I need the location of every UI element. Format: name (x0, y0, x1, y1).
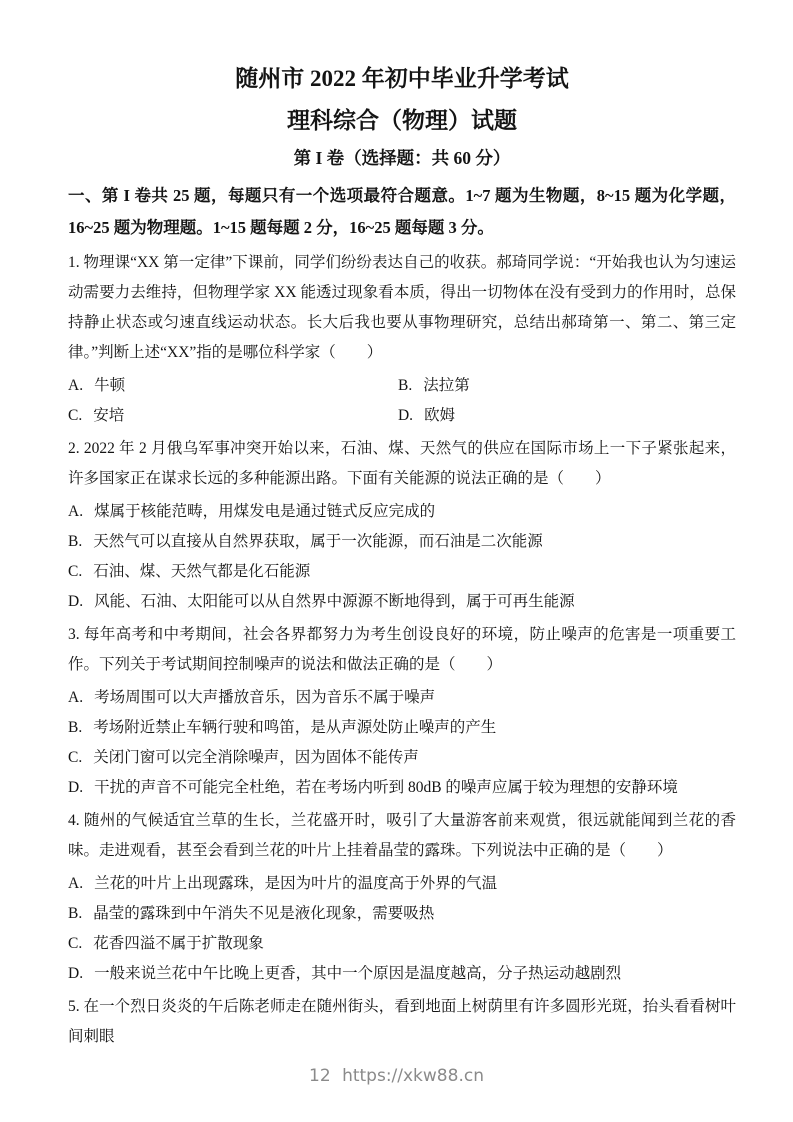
question-5 (68, 992, 736, 1052)
option-label: D. (68, 965, 84, 982)
option-text: 关闭门窗可以完全消除噪声，因为固体不能传声 (93, 749, 419, 766)
option-label: A. (68, 503, 84, 520)
option-label: A. (68, 875, 84, 892)
option-2C (68, 557, 736, 587)
option-label: B. (68, 533, 83, 550)
option-text: 晶莹的露珠到中午消失不见是液化现象，需要吸热 (93, 905, 435, 922)
option-text: 牛顿 (94, 377, 126, 394)
question-2-stem: 2. 2022 年 2 月俄乌军事冲突开始以来，石油、煤、天然气的供应在国际市场上一下子紧张起来，许多国家正在谋求长远的多种能源出路。下面有关能源的说法正确的是（ ） (68, 440, 736, 487)
option-text: 欧姆 (424, 407, 456, 424)
option-4D (68, 959, 736, 989)
option-3B (68, 713, 736, 743)
question-4-options (68, 869, 736, 989)
section-instructions: 一、第 I 卷共 25 题，每题只有一个选项最符合题意。1~7 题为生物题，8~15 题为化学题，16~25 题为物理题。1~15 题每题 2 分，16~25 题每题 3 分。 (68, 186, 736, 237)
option-text: 法拉第 (423, 377, 470, 394)
option-text: 石油、煤、天然气都是化石能源 (93, 563, 311, 580)
exam-title-line2: 理科综合（物理）试题 (287, 108, 517, 133)
option-text: 风能、石油、太阳能可以从自然界中源源不断地得到，属于可再生能源 (94, 593, 575, 610)
question-1-stem: 1. 物理课“XX 第一定律”下课前，同学们纷纷表达自己的收获。郝琦同学说：“开始我也认为匀速运动需要力去维持，但物理学家 XX 能透过现象看本质，得出一切物体在没有受到力的作用时，总保持静止状态或匀速直线运动状态。长大后我也要从事物理研究，总结出郝琦第一、第二、第三定律。”判断上述“XX”指的是哪位科学家（ ） (68, 254, 736, 361)
option-4B (68, 899, 736, 929)
option-1C (68, 401, 398, 431)
option-3A (68, 683, 736, 713)
option-label: D. (397, 407, 414, 424)
option-label: C. (68, 407, 83, 424)
option-2B (68, 527, 736, 557)
question-1-options (68, 371, 736, 431)
section-heading: 第 I 卷（选择题：共 60 分） (293, 148, 511, 168)
question-2 (68, 434, 736, 617)
option-2D (68, 587, 736, 617)
option-label: A. (68, 689, 84, 706)
option-2A (68, 497, 736, 527)
exam-title-line1: 随州市 2022 年初中毕业升学考试 (235, 66, 569, 91)
option-label: B. (68, 719, 83, 736)
question-4 (68, 806, 736, 989)
question-3-options (68, 683, 736, 803)
option-label: C. (68, 563, 83, 580)
option-text: 煤属于核能范畴，用煤发电是通过链式反应完成的 (94, 503, 436, 520)
question-3 (68, 620, 736, 803)
option-text: 考场周围可以大声播放音乐，因为音乐不属于噪声 (94, 689, 436, 706)
option-4A (68, 869, 736, 899)
option-text: 花香四溢不属于扩散现象 (93, 935, 264, 952)
option-4C (68, 929, 736, 959)
option-label: B. (397, 377, 413, 394)
page-number: 12 (309, 1066, 331, 1086)
option-label: C. (68, 749, 83, 766)
option-text: 干扰的声音不可能完全杜绝，若在考场内听到 80dB 的噪声应属于较为理想的安静环境 (94, 779, 678, 796)
option-text: 天然气可以直接从自然界获取，属于一次能源，而石油是二次能源 (93, 533, 543, 550)
option-label: D. (68, 779, 84, 796)
page-footer (0, 1064, 793, 1088)
option-1B (398, 371, 736, 401)
option-1D (398, 401, 736, 431)
question-4-stem: 4. 随州的气候适宜兰草的生长，兰花盛开时，吸引了大量游客前来观赏，很远就能闻到兰花的香味。走进观看，甚至会看到兰花的叶片上挂着晶莹的露珠。下列说法中正确的是（ ） (68, 812, 736, 859)
question-5-stem: 5. 在一个烈日炎炎的午后陈老师走在随州街头，看到地面上树荫里有许多圆形光斑，抬头看看树叶间刺眼 (68, 998, 736, 1045)
option-text: 安培 (93, 407, 125, 424)
option-3C (68, 743, 736, 773)
option-label: B. (68, 905, 83, 922)
option-label: D. (68, 593, 84, 610)
option-label: C. (68, 935, 83, 952)
question-3-stem: 3. 每年高考和中考期间，社会各界都努力为考生创设良好的环境，防止噪声的危害是一项重要工作。下列关于考试期间控制噪声的说法和做法正确的是（ ） (68, 626, 736, 673)
question-1 (68, 248, 736, 431)
question-2-options (68, 497, 736, 617)
option-3D (68, 773, 736, 803)
option-text: 一般来说兰花中午比晚上更香，其中一个原因是温度越高，分子热运动越剧烈 (94, 965, 622, 982)
option-label: A. (68, 377, 84, 394)
option-text: 兰花的叶片上出现露珠，是因为叶片的温度高于外界的气温 (94, 875, 498, 892)
option-text: 考场附近禁止车辆行驶和鸣笛，是从声源处防止噪声的产生 (93, 719, 497, 736)
footer-url: https://xkw88.cn (342, 1066, 484, 1086)
option-1A (68, 371, 398, 401)
